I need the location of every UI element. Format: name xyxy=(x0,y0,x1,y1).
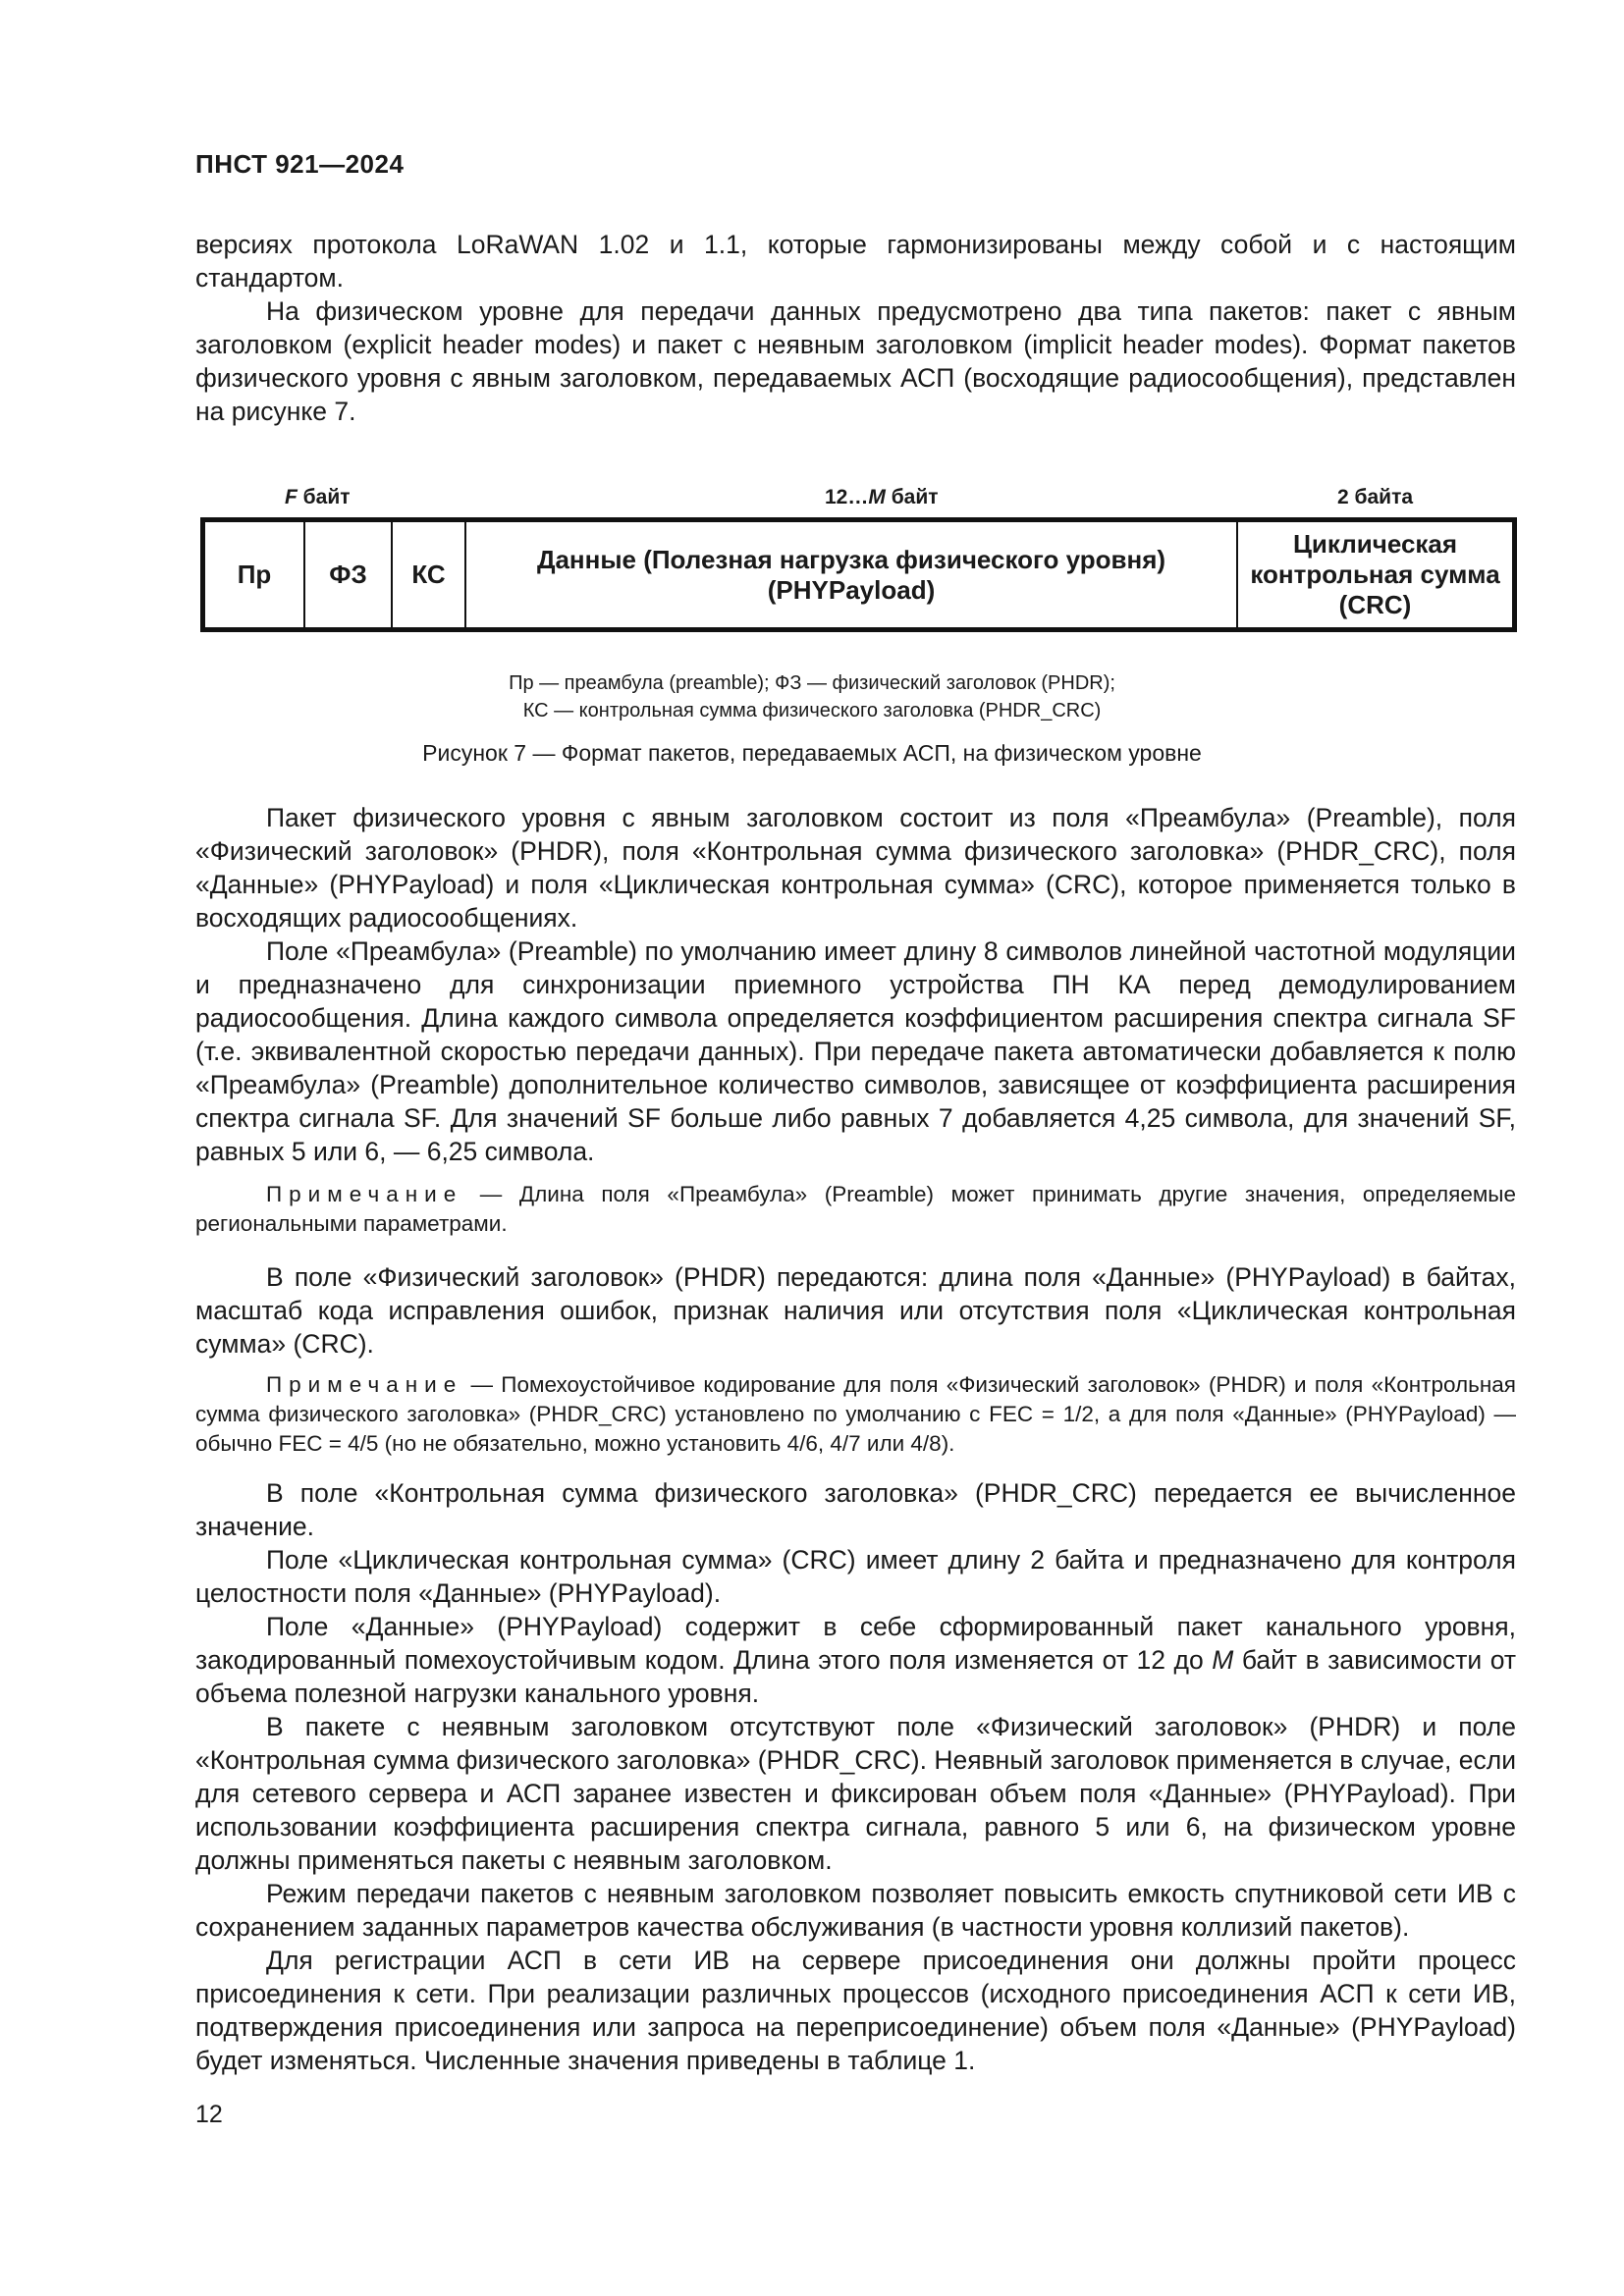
paragraph-phdr-crc: В поле «Контрольная сумма физического заголовка» (PHDR_CRC) передается ее вычисленное значение. xyxy=(195,1478,1516,1541)
cell-crc xyxy=(1238,522,1512,627)
label-2-bytes: 2 байта xyxy=(1337,486,1414,508)
page-number: 12 xyxy=(195,2101,223,2128)
label-f-bytes: F байт xyxy=(285,486,351,508)
paragraph-capacity: Режим передачи пакетов с неявным заголовком позволяет повысить емкость спутниковой сети ИВ с сохранением заданных параметров качества обслуживания (в частности уровня коллизий пакетов). xyxy=(195,1879,1516,1942)
cell-crc-line2: контрольная сумма xyxy=(1250,560,1500,589)
cell-phdr-crc: КС xyxy=(393,522,466,627)
label-12-m-bytes: 12…M байт xyxy=(825,486,939,508)
figure-byte-labels xyxy=(200,486,1517,515)
paragraph-phdr: В поле «Физический заголовок» (PHDR) передаются: длина поля «Данные» (PHYPayload) в байтах, масштаб кода исправления ошибок, признак наличия или отсутствия поля «Циклическая контрольная сумма» (CRC). xyxy=(195,1262,1516,1359)
figure-caption: Рисунок 7 — Формат пакетов, передаваемых АСП, на физическом уровне xyxy=(422,740,1202,766)
note-label: Примечание xyxy=(266,1182,463,1206)
paragraph-explicit-packet: Пакет физического уровня с явным заголовком состоит из поля «Преамбула» (Preamble), поля «Физический заголовок» (PHDR), поля «Контрольная сумма физического заголовка» (PHDR_CRC), поля «Данные» (PHYPayload) и поля «Циклическая контрольная сумма» (CRC), которое применяется только в восходящих радиосообщениях. xyxy=(195,803,1516,933)
note-text: — Длина поля «Преамбула» (Preamble) может принимать другие значения, определяемые региональными параметрами. xyxy=(195,1182,1516,1236)
paragraph-preamble: Поле «Преамбула» (Preamble) по умолчанию имеет длину 8 символов линейной частотной модуляции и предназначено для синхронизации приемного устройства ПН КА перед демодулированием радиосообщения. Длина каждого символа определяется коэффициентом расширения спектра сигнала SF (т.е. эквивалентной скоростью передачи данных). При передаче пакета автоматически добавляется к полю «Преамбула» (Preamble) дополнительное количество символов, зависящее от коэффициента расширения спектра сигнала SF. Для значений SF больше либо равных 7 добавляется 4,25 символа, для значений SF, равных 5 или 6, — 6,25 символа. xyxy=(195,936,1516,1166)
paragraph-crc: Поле «Циклическая контрольная сумма» (CRC) имеет длину 2 байта и предназначено для контроля целостности поля «Данные» (PHYPayload). xyxy=(195,1545,1516,1608)
packet-format-table xyxy=(200,517,1517,632)
figure-legend-line2: КС — контрольная сумма физического заголовка (PHDR_CRC) xyxy=(522,700,1102,721)
cell-crc-line3: (CRC) xyxy=(1338,590,1412,619)
cell-preamble: Пр xyxy=(205,522,305,627)
note-text: — Помехоустойчивое кодирование для поля «Физический заголовок» (PHDR) и поля «Контрольная сумма физического заголовка» (PHDR_CRC) установлено по умолчанию с FEC = 1/2, а для поля «Данные» (PHYPayload) — обычно FEC = 4/5 (но не обязательно, можно установить 4/6, 4/7 или 4/8). xyxy=(195,1372,1516,1456)
note-preamble-length xyxy=(195,1180,1516,1239)
figure-legend-line1: Пр — преамбула (preamble); ФЗ — физический заголовок (PHDR); xyxy=(509,672,1115,694)
cell-phypayload-line2: (PHYPayload) xyxy=(767,574,936,605)
paragraph-registration: Для регистрации АСП в сети ИВ на сервере присоединения они должны пройти процесс присоединения к сети. При реализации различных процессов (исходного присоединения АСП к сети ИВ, подтверждения присоединения или запроса на переприсоединение) объем поля «Данные» (PHYPayload) будет изменяться. Численные значения приведены в таблице 1. xyxy=(195,1946,1516,2075)
standard-id-header: ПНСТ 921—2024 xyxy=(195,149,405,179)
cell-phypayload xyxy=(466,522,1238,627)
note-fec xyxy=(195,1370,1516,1459)
figure-7-packet-format xyxy=(200,486,1517,619)
cell-phdr: ФЗ xyxy=(305,522,393,627)
note-label: Примечание xyxy=(266,1372,463,1397)
paragraph-packet-types: На физическом уровне для передачи данных предусмотрено два типа пакетов: пакет с явным заголовком (explicit header modes) и пакет с неявным заголовком (implicit header modes). Формат пакетов физического уровня с явным заголовком, передаваемых АСП (восходящие радиосообщения), представлен на рисунке 7. xyxy=(195,296,1516,426)
cell-crc-line1: Циклическая xyxy=(1292,529,1458,559)
paragraph-phypayload: Поле «Данные» (PHYPayload) содержит в себе сформированный пакет канального уровня, закодированный помехоустойчивым кодом. Длина этого поля изменяется от 12 до M байт в зависимости от объема полезной нагрузки канального уровня. xyxy=(195,1612,1516,1708)
cell-phypayload-line1: Данные (Полезная нагрузка физического уровня) xyxy=(536,544,1166,574)
paragraph-implicit-header: В пакете с неявным заголовком отсутствуют поле «Физический заголовок» (PHDR) и поле «Контрольная сумма физического заголовка» (PHDR_CRC). Неявный заголовок применяется в случае, если для сетевого сервера и АСП заранее известен и фиксирован объем поля «Данные» (PHYPayload). При использовании коэффициента расширения спектра сигнала, равного 5 или 6, на физическом уровне должны применяться пакеты с неявным заголовком. xyxy=(195,1712,1516,1875)
paragraph-lorawan-versions: версиях протокола LoRaWAN 1.02 и 1.1, которые гармонизированы между собой и с настоящим стандартом. xyxy=(195,230,1516,293)
